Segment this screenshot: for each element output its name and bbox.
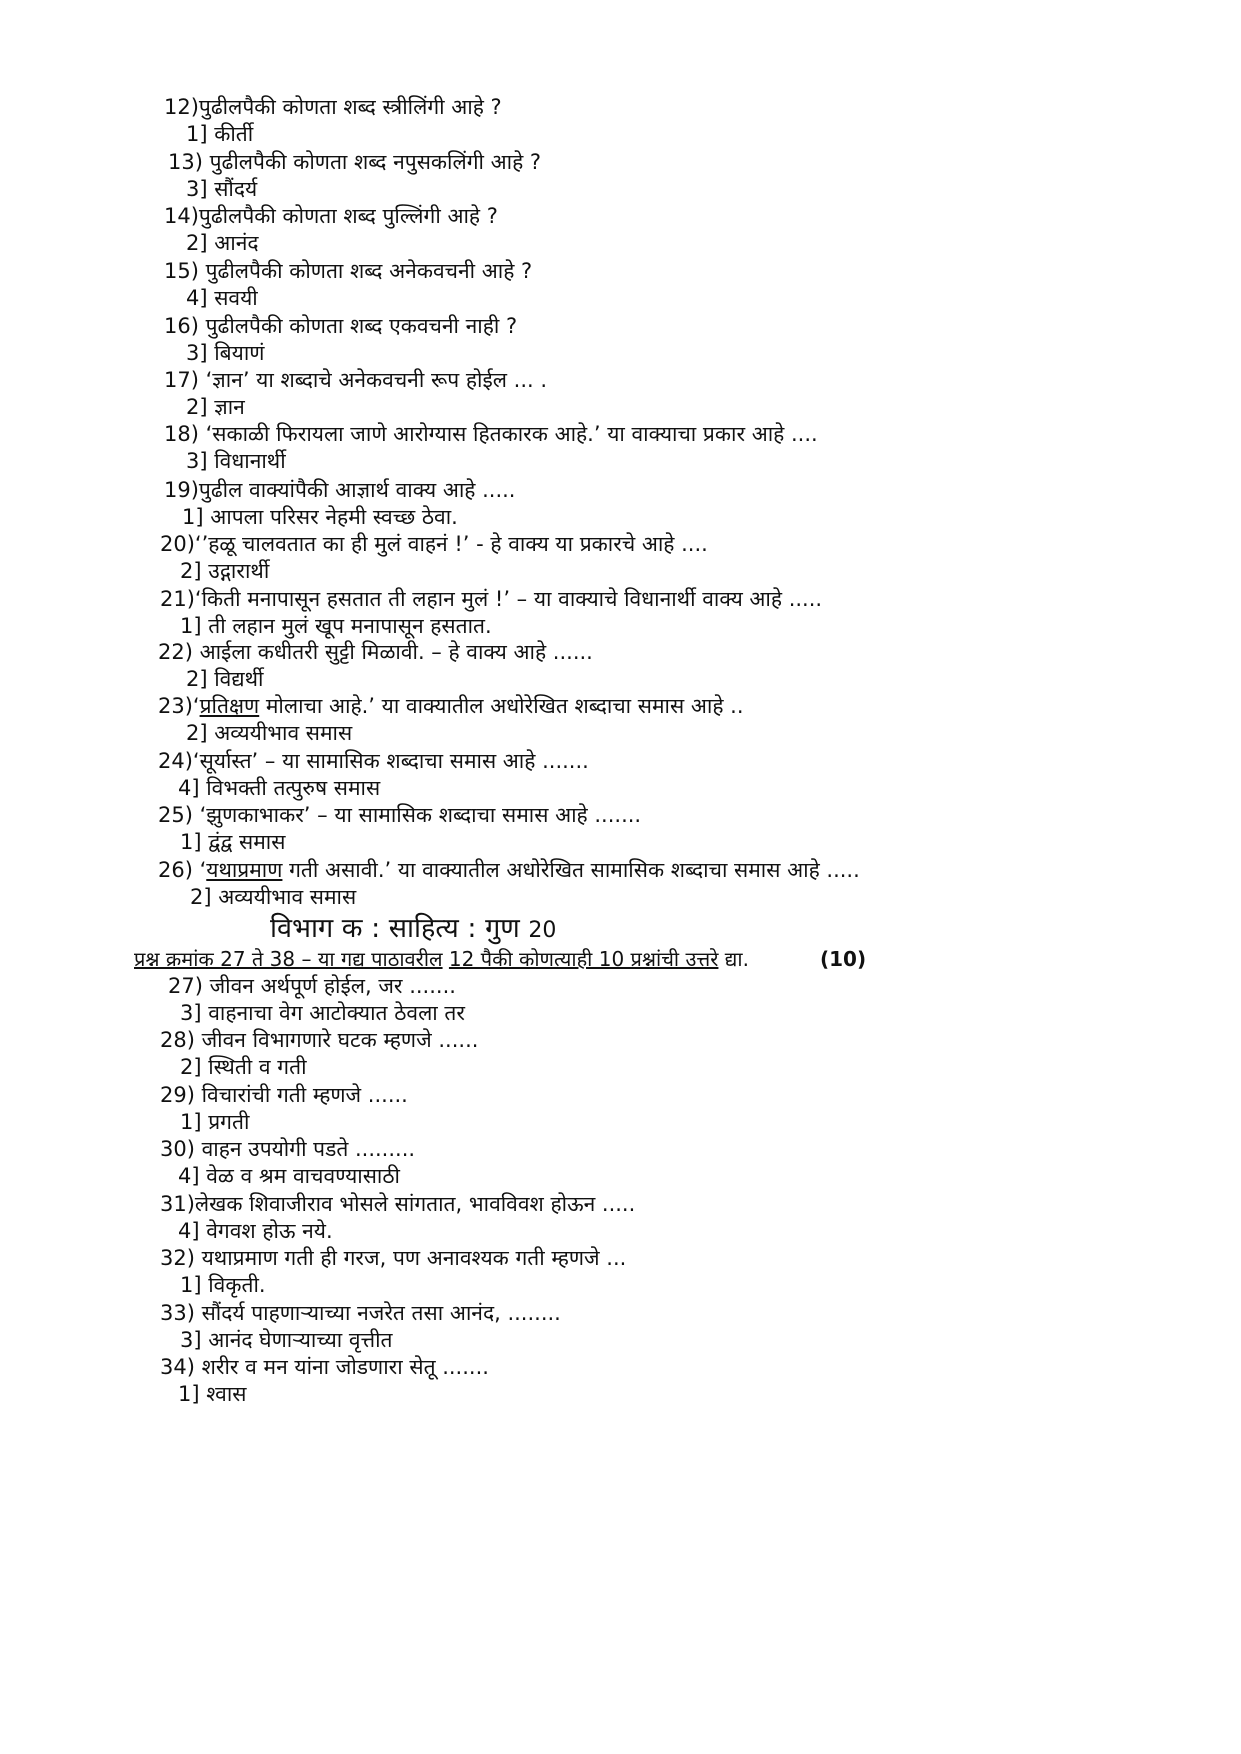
section-heading [270, 912, 556, 948]
question-31: 31)लेखक शिवाजीराव भोसले सांगतात, भावविवश होऊन ..... [160, 1192, 636, 1216]
question-14: 14)पुढीलपैकी कोणता शब्द पुल्लिंगी आहे ? [164, 204, 498, 228]
question-24: 24)‘सूर्यास्त’ – या सामासिक शब्दाचा समास आहे ....... [158, 749, 589, 773]
question-34: 34) शरीर व मन यांना जोडणारा सेतू ....... [160, 1355, 489, 1379]
question-32: 32) यथाप्रमाण गती ही गरज, पण अनावश्यक गती म्हणजे ... [160, 1246, 627, 1270]
question-12: 12)पुढीलपैकी कोणता शब्द स्त्रीलिंगी आहे ? [164, 95, 502, 119]
underlined-word: प्रतिक्षण [199, 694, 260, 718]
question-23 [158, 692, 744, 720]
answer-31: 4] वेगवश होऊ नये. [178, 1219, 333, 1243]
question-21: 21)‘किती मनापासून हसतात ती लहान मुलं !’ – या वाक्याचे विधानार्थी वाक्य आहे ..... [160, 587, 823, 611]
question-25: 25) ‘झुणकाभाकर’ – या सामासिक शब्दाचा समास आहे ....... [158, 803, 642, 827]
answer-12: 1] कीर्ती [186, 122, 254, 146]
answer-21: 1] ती लहान मुलं खूप मनापासून हसतात. [180, 614, 492, 638]
answer-19: 1] आपला परिसर नेहमी स्वच्छ ठेवा. [182, 505, 458, 529]
answer-27: 3] वाहनाचा वेग आटोक्यात ठेवला तर [180, 1001, 465, 1025]
answer-25: 1] द्वंद्व समास [180, 830, 286, 854]
question-15: 15) पुढीलपैकी कोणता शब्द अनेकवचनी आहे ? [164, 259, 533, 283]
question-13: 13) पुढीलपैकी कोणता शब्द नपुसकलिंगी आहे ? [168, 150, 542, 174]
question-20: 20)‘’हळू चालवतात का ही मुलं वाहनं !’ - हे वाक्य या प्रकारचे आहे .... [160, 532, 708, 556]
answer-22: 2] विद्यर्थी [186, 667, 264, 691]
question-26-prefix: 26) ‘ [158, 858, 207, 882]
answer-29: 1] प्रगती [180, 1110, 250, 1134]
answer-23: 2] अव्ययीभाव समास [186, 721, 353, 745]
answer-24: 4] विभक्ती तत्पुरुष समास [178, 776, 381, 800]
answer-14: 2] आनंद [186, 231, 259, 255]
section-marks-number: 20 [528, 918, 557, 943]
instruction-part-1: प्रश्न क्रमांक 27 ते 38 – या गद्य पाठावरील [134, 947, 443, 971]
section-heading-text: विभाग क : साहित्य : गुण [270, 913, 520, 944]
answer-20: 2] उद्गारार्थी [180, 559, 270, 583]
answer-34: 1] श्वास [178, 1382, 247, 1406]
question-19: 19)पुढील वाक्यांपैकी आज्ञार्थ वाक्य आहे ..... [164, 478, 516, 502]
question-23-prefix: 23)‘ [158, 694, 200, 718]
answer-30: 4] वेळ व श्रम वाचवण्यासाठी [178, 1164, 400, 1188]
question-18: 18) ‘सकाळी फिरायला जाणे आरोग्यास हितकारक आहे.’ या वाक्याचा प्रकार आहे .... [164, 422, 818, 446]
answer-28: 2] स्थिती व गती [180, 1055, 307, 1079]
answer-18: 3] विधानार्थी [186, 449, 286, 473]
answer-26: 2] अव्ययीभाव समास [190, 885, 357, 909]
answer-17: 2] ज्ञान [186, 395, 245, 419]
instruction-part-3: द्या. [724, 947, 749, 971]
instruction-part-2: 12 पैकी कोणत्याही 10 प्रश्नांची उत्तरे [448, 947, 719, 971]
answer-13: 3] सौंदर्य [186, 177, 258, 201]
section-marks: (10) [820, 947, 867, 971]
question-29: 29) विचारांची गती म्हणजे ...... [160, 1083, 408, 1107]
answer-15: 4] सवयी [186, 286, 258, 310]
question-17: 17) ‘ज्ञान’ या शब्दाचे अनेकवचनी रूप होईल ... . [164, 368, 548, 392]
answer-16: 3] बियाणं [186, 341, 265, 365]
question-27: 27) जीवन अर्थपूर्ण होईल, जर ....... [168, 974, 456, 998]
question-22: 22) आईला कधीतरी सुट्टी मिळावी. – हे वाक्य आहे ...... [158, 640, 593, 664]
question-28: 28) जीवन विभागणारे घटक म्हणजे ...... [160, 1028, 479, 1052]
question-23-rest: मोलाचा आहे.’ या वाक्यातील अधोरेखित शब्दाचा समास आहे .. [259, 694, 744, 718]
question-30: 30) वाहन उपयोगी पडते ......... [160, 1137, 416, 1161]
answer-32: 1] विकृती. [180, 1273, 266, 1297]
section-instruction [134, 945, 749, 973]
answer-33: 3] आनंद घेणाऱ्याच्या वृत्तीत [180, 1328, 393, 1352]
question-33: 33) सौंदर्य पाहणाऱ्याच्या नजरेत तसा आनंद, ........ [160, 1301, 561, 1325]
underlined-word: यथाप्रमाण [206, 858, 283, 882]
question-26 [158, 856, 860, 884]
question-16: 16) पुढीलपैकी कोणता शब्द एकवचनी नाही ? [164, 314, 518, 338]
question-26-rest: गती असावी.’ या वाक्यातील अधोरेखित सामासिक शब्दाचा समास आहे ..... [282, 858, 860, 882]
